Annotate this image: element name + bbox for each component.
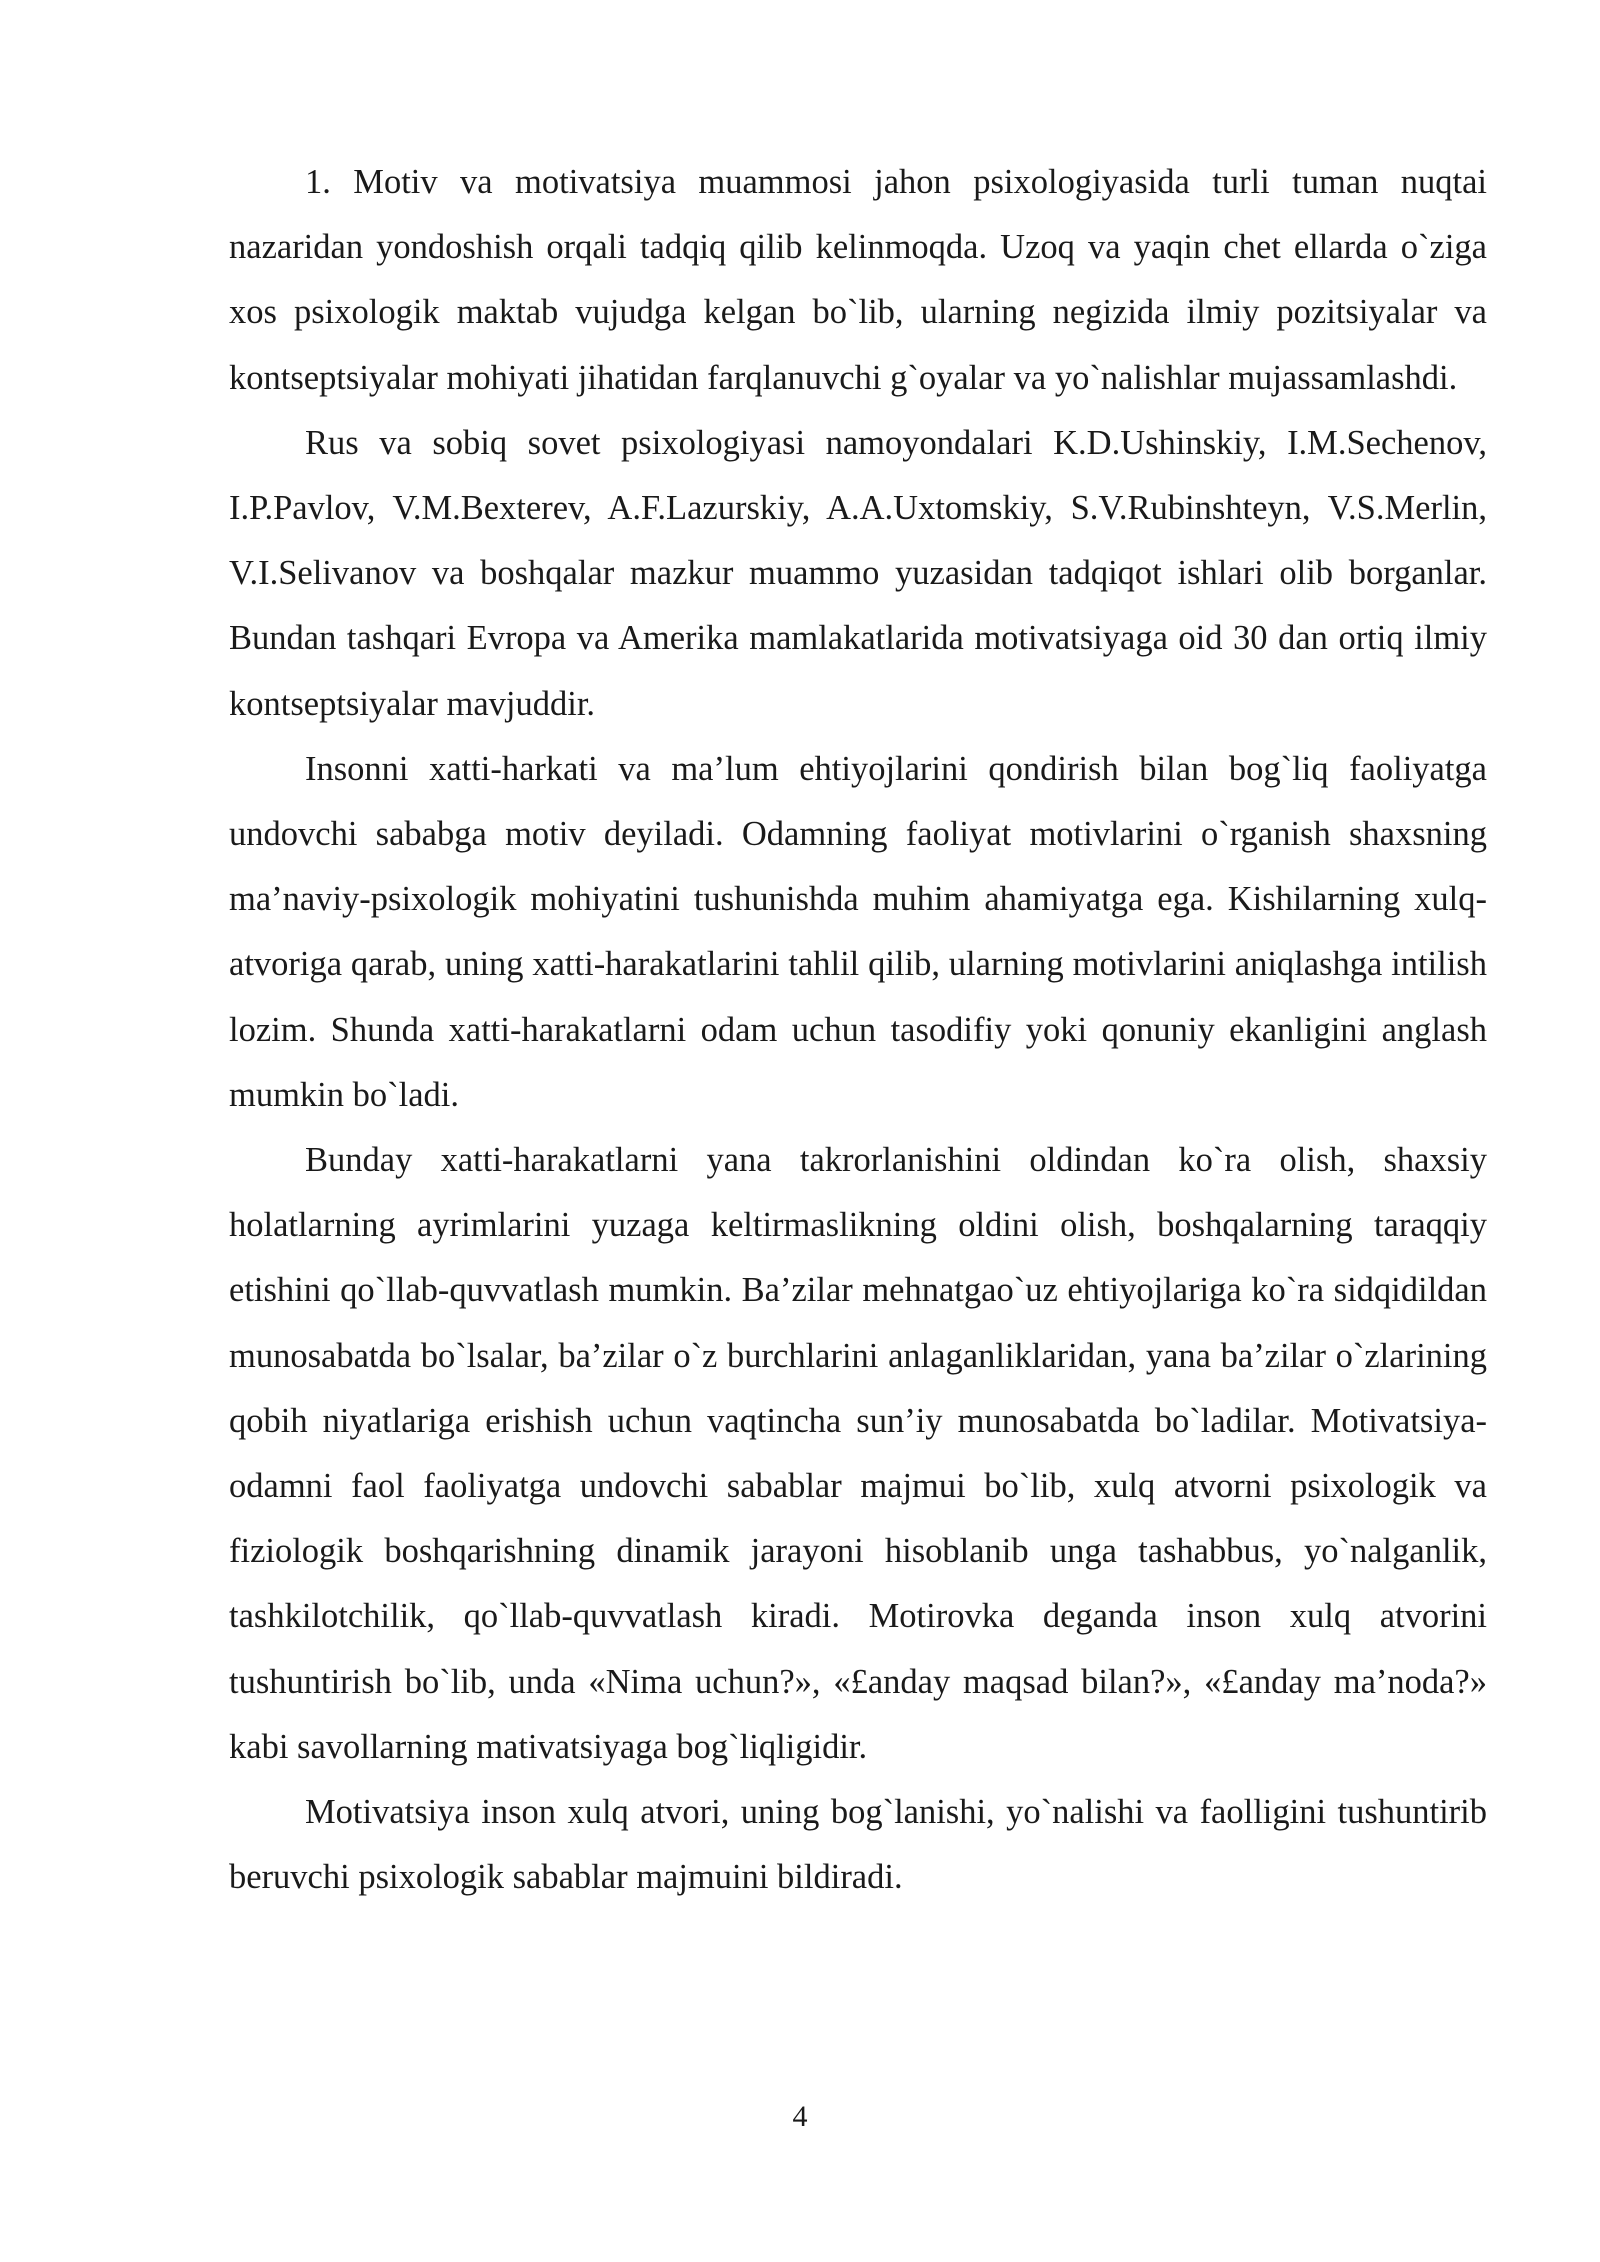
paragraph-motiv-motivatsiya-muammosi: 1. Motiv va motivatsiya muammosi jahon psixologiyasida turli tuman nuqtai nazaridan yondoshish orqali tadqiq qilib kelinmoqda. Uzoq va yaqin chet ellarda o`ziga xos psixologik maktab vujudga kelgan bo`lib, ularning negizida ilmiy pozitsiyalar va kontseptsiyalar mohiyati jihatidan farqlanuvchi g`oyalar va yo`nalishlar mujassamlashdi.: [229, 163, 1487, 397]
paragraph-rus-sovet-psixologiyasi: Rus va sobiq sovet psixologiyasi namoyondalari K.D.Ushinskiy, I.M.Sechenov, I.P.Pavlov, V.M.Bexterev, A.F.Lazurskiy, A.A.Uxtomskiy, S.V.Rubinshteyn, V.S.Merlin, V.I.Selivanov va boshqalar mazkur muammo yuzasidan tadqiqot ishlari olib borganlar. Bundan tashqari Evropa va Amerika mamlakatlarida motivatsiyaga oid 30 dan ortiq ilmiy kontseptsiyalar mavjuddir.: [229, 423, 1487, 723]
page-body: [229, 150, 1487, 1910]
paragraph-motiv-tarifi: Insonni xatti-harkati va ma’lum ehtiyojlarini qondirish bilan bog`liq faoliyatga undovchi sababga motiv deyiladi. Odamning faoliyat motivlarini o`rganish shaxsning ma’naviy-psixologik mohiyatini tushunishda muhim ahamiyatga ega. Kishilarning xulq-atvoriga qarab, uning xatti-harakatlarini tahlil qilib, ularning motivlarini aniqlashga intilish lozim. Shunda xatti-harakatlarni odam uchun tasodifiy yoki qonuniy ekanligini anglash mumkin bo`ladi.: [229, 749, 1487, 1114]
paragraph-motivatsiya-tushunchasi: Bunday xatti-harakatlarni yana takrorlanishini oldindan ko`ra olish, shaxsiy holatlarning ayrimlarini yuzaga keltirmaslikning oldini olish, boshqalarning taraqqiy etishini qo`llab-quvvatlash mumkin. Ba’zilar mehnatgao`uz ehtiyojlariga ko`ra sidqidildan munosabatda bo`lsalar, ba’zilar o`z burchlarini anlaganliklaridan, yana ba’zilar o`zlarining qobih niyatlariga erishish uchun vaqtincha sun’iy munosabatda bo`ladilar. Motivatsiya- odamni faol faoliyatga undovchi sabablar majmui bo`lib, xulq atvorni psixologik va fiziologik boshqarishning dinamik jarayoni hisoblanib unga tashabbus, yo`nalganlik, tashkilotchilik, qo`llab-quvvatlash kiradi. Motirovka deganda inson xulq atvorini tushuntirish bo`lib, unda «Nima uchun?», «£anday maqsad bilan?», «£anday ma’noda?» kabi savollarning mativatsiyaga bog`liqligidir.: [229, 1141, 1487, 1766]
page-number: 4: [792, 2100, 808, 2133]
paragraph-motivatsiya-tarifi: Motivatsiya inson xulq atvori, uning bog`lanishi, yo`nalishi va faolligini tushuntirib beruvchi psixologik sabablar majmuini bildiradi.: [229, 1793, 1487, 1897]
